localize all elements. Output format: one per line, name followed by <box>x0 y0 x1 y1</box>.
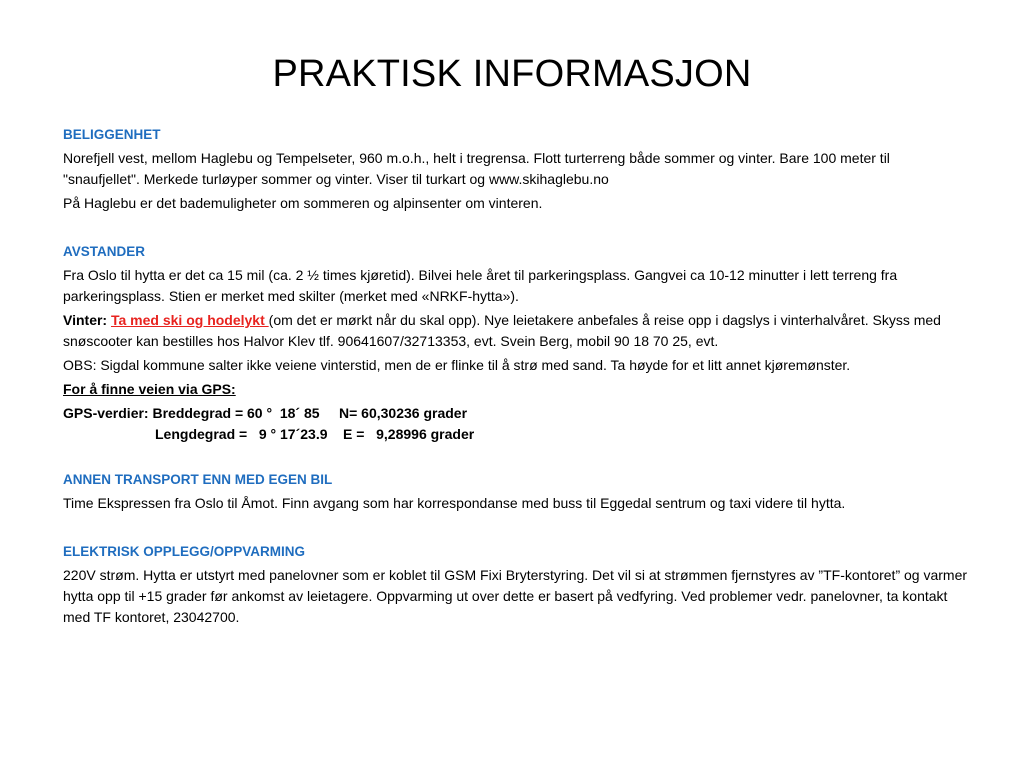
beliggenhet-paragraph-1: Norefjell vest, mellom Haglebu og Tempelseter, 960 m.o.h., helt i tregrensa. Flott turterreng både sommer og vinter. Bare 100 meter til "snaufjellet". Merkede turløyper sommer og vinter. Viser til turkart og www.skihaglebu.no <box>63 150 890 187</box>
section-transport <box>63 469 968 514</box>
gps-heading: For å finne veien via GPS: <box>63 381 236 397</box>
avstander-paragraph-1: Fra Oslo til hytta er det ca 15 mil (ca. 2 ½ times kjøretid). Bilvei hele året til parkeringsplass. Gangvei ca 10-12 minutter i lett terreng fra parkeringsplass. Stien er merket med skilter (merket med «NRKF-hytta»). <box>63 267 898 304</box>
vinter-paragraph <box>63 310 968 352</box>
section-elektrisk <box>63 541 968 628</box>
vinter-label: Vinter: <box>63 312 108 328</box>
section-beliggenhet <box>63 124 968 214</box>
section-heading-transport: ANNEN TRANSPORT ENN MED EGEN BIL <box>63 472 333 487</box>
transport-paragraph: Time Ekspressen fra Oslo til Åmot. Finn avgang som har korrespondanse med buss til Eggedal sentrum og taxi videre til hytta. <box>63 495 846 511</box>
gps-latitude-line: GPS-verdier: Breddegrad = 60 ° 18´ 85 N= 60,30236 grader <box>63 405 468 421</box>
ski-hodelykt-link[interactable]: Ta med ski og hodelykt <box>110 312 269 328</box>
section-spacer <box>63 445 968 469</box>
gps-longitude-line: Lengdegrad = 9 ° 17´23.9 E = 9,28996 grader <box>155 426 475 442</box>
section-spacer <box>63 217 968 241</box>
section-heading-beliggenhet: BELIGGENHET <box>63 127 161 142</box>
elektrisk-paragraph: 220V strøm. Hytta er utstyrt med panelovner som er koblet til GSM Fixi Bryterstyring. Det vil si at strømmen fjernstyres av ”TF-kontoret” og varmer hytta opp til +15 grader før ankomst av leietagere. Oppvarming ut over dette er basert på vedfyring. Ved problemer vedr. panelovner, ta kontakt med TF kontoret, 23042700. <box>63 567 968 625</box>
beliggenhet-paragraph-2: På Haglebu er det bademuligheter om sommeren og alpinsenter om vinteren. <box>63 195 543 211</box>
vinter-text: (om det er mørkt når du skal opp). Nye leietakere anbefales å reise opp i dagslys i vinterhalvåret. Skyss med snøscooter kan bestilles hos Halvor Klev tlf. 90641607/32713353, evt. Svein Berg, mobil 90 18 70 25, evt. <box>63 312 941 349</box>
obs-paragraph: OBS: Sigdal kommune salter ikke veiene vinterstid, men de er flinke til å strø med sand. Ta høyde for et litt annet kjøremønster. <box>63 357 851 373</box>
section-avstander <box>63 241 968 445</box>
section-heading-elektrisk: ELEKTRISK OPPLEGG/OPPVARMING <box>63 544 306 559</box>
slide-content <box>63 124 968 631</box>
page-title: PRAKTISK INFORMASJON <box>272 53 752 95</box>
section-heading-avstander: AVSTANDER <box>63 244 146 259</box>
section-spacer <box>63 517 968 541</box>
